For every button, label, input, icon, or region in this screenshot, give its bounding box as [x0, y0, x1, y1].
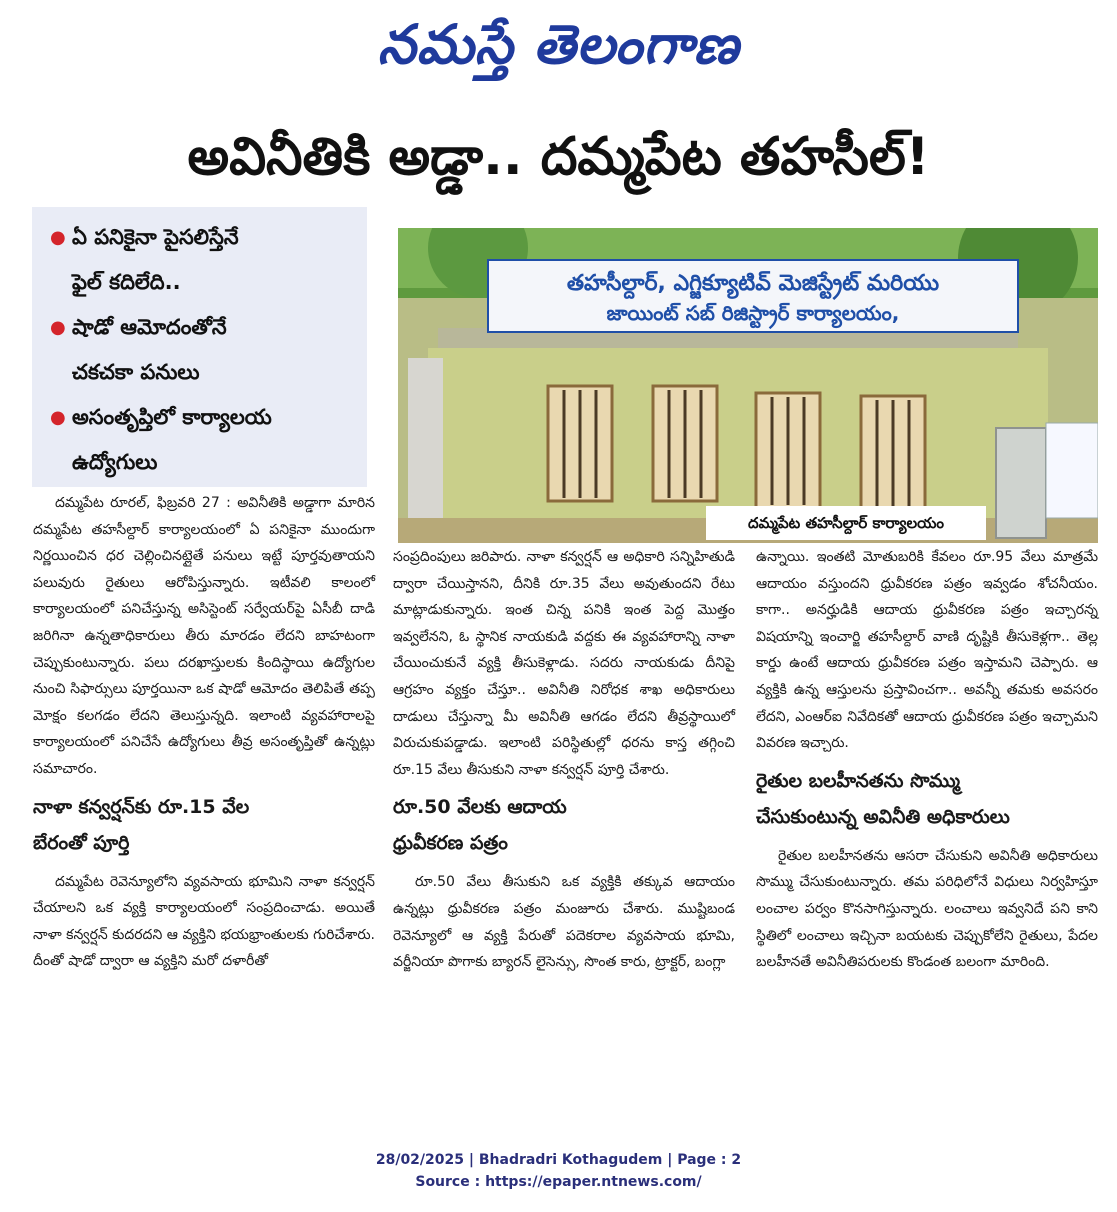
highlights-box [32, 207, 367, 487]
highlight-line: అసంతృప్తిలో కార్యాలయ [72, 405, 272, 429]
office-sign-line2: జాయింట్‌ సబ్‌ రిజిస్ట్రార్‌ కార్యాలయం, [606, 301, 900, 325]
subheading-line: చేసుకుంటున్న అవినీతి అధికారులు [756, 805, 1010, 828]
article-paragraph: దమ్మపేట రెవెన్యూలోని వ్యవసాయ భూమిని నాళా కన్వర్షన్‌ చేయాలని ఒక వ్యక్తి కార్యాలయంలో సంప్రదించాడు. అయితే నాళా కన్వర్షన్‌ కుదరదని ఆ వ్యక్తిని భయభ్రాంతులకు గురిచేశారు. దీంతో షాడో ద్వారా ఆ వ్యక్తిని మరో దళారీతో [33, 873, 375, 970]
highlight-line: ఫైల్‌ కదిలేది.. [72, 270, 181, 294]
subheading-line: ధ్రువీకరణ పత్రం [393, 832, 508, 855]
subheading [756, 763, 1098, 835]
highlight-line: చకచకా పనులు [72, 360, 200, 384]
office-building-illustration [398, 228, 1098, 543]
bullet-dot-icon: ● [50, 317, 66, 338]
highlight-line: ఏ పనికైనా పైసలిస్తేనే [72, 225, 239, 249]
article-paragraph: రైతుల బలహీనతను ఆసరా చేసుకుని అవినీతి అధికారులు సొమ్ము చేసుకుంటున్నారు. తమ పరిధిలోనే విధులు నిర్వహిస్తూ లంచాల పర్వం కొనసాగిస్తున్నారు. లంచాలు ఇవ్వనిదే పని కాని స్థితిలో లంచాలు ఇచ్చినా బయటకు చెప్పుకోలేని రైతులు, పేదల బలహీనతే అవినీతిపరులకు కొండంత బలంగా మారింది. [756, 847, 1098, 971]
article-column-2 [393, 544, 735, 976]
article-paragraph: ఉన్నాయి. ఇంతటి మోతుబరికి కేవలం రూ.95 వేలు మాత్రమే ఆదాయం వస్తుందని ధ్రువీకరణ పత్రం ఇవ్వడం శోచనీయం. కాగా.. అనర్హుడికి ఆదాయ ధ్రువీకరణ పత్రం ఇచ్చారన్న విషయాన్ని ఇంచార్జి తహసీల్దార్‌ వాణి దృష్టికి తీసుకెళ్లగా.. తెల్ల కార్డు ఉంటే ఆదాయ ధ్రువీకరణ పత్రం ఇస్తామని చెప్పారు. ఆ వ్యక్తికి ఉన్న ఆస్తులను ప్రస్తావించగా.. అవన్నీ తమకు అవసరం లేదని, ఎంఆర్‌ఐ నివేదికతో ఆదాయ ధ్రువీకరణ పత్రం ఇచ్చామని వివరణ ఇచ్చారు. [756, 549, 1098, 752]
highlight-item [50, 215, 357, 305]
subheading-line: రైతుల బలహీనతను సొమ్ము [756, 769, 961, 792]
bullet-dot-icon: ● [50, 407, 66, 428]
article-paragraph: సంప్రదింపులు జరిపారు. నాళా కన్వర్షన్‌ ఆ అధికారి సన్నిహితుడి ద్వారా చేయిస్తానని, దీనికి రూ.35 వేలు అవుతుందని రేటు మాట్లాడుకున్నారు. ఇంత చిన్న పనికి ఇంత పెద్ద మొత్తం ఇవ్వలేనని, ఓ స్థానిక నాయకుడి వద్దకు ఈ వ్యవహారాన్ని నాళా చేయించుకునే వ్యక్తి తీసుకెళ్లాడు. సదరు నాయకుడు దీనిపై ఆగ్రహం వ్యక్తం చేస్తూ.. అవినీతి నిరోధక శాఖ అధికారులు దాడులు చేస్తున్నా మీ అవినీతి ఆగడం లేదని తీవ్రస్థాయిలో విరుచుకుపడ్డాడు. ఇలాంటి పరిస్థితుల్లో ధరను కాస్త తగ్గించి రూ.15 వేలు తీసుకుని నాళా కన్వర్షన్‌ పూర్తి చేశారు. [393, 549, 735, 778]
footer-date-edition: 28/02/2025 | Bhadradri Kothagudem | Page : 2 [375, 1152, 742, 1168]
subheading-line: రూ.50 వేలకు ఆదాయ [393, 796, 567, 819]
subheading-line: బేరంతో పూర్తి [33, 831, 130, 854]
office-sign-line1: తహసీల్దార్‌, ఎగ్జిక్యూటివ్‌ మెజిస్ట్రేట్‌ మరియు [566, 271, 940, 296]
subheading-line: నాళా కన్వర్షన్‌కు రూ.15 వేల [33, 795, 250, 818]
highlight-line: ఉద్యోగులు [72, 450, 158, 474]
subheading [393, 789, 735, 861]
article-paragraph: రూ.50 వేలు తీసుకుని ఒక వ్యక్తికి తక్కువ ఆదాయం ఉన్నట్లు ధ్రువీకరణ పత్రం మంజూరు చేశారు. ముష్టిబండ రెవెన్యూలో ఆ వ్యక్తి పేరుతో పదెకరాల వ్యవసాయ భూమి, వర్జీనియా పొగాకు బ్యారన్‌ లైసెన్సు, సొంత కారు, ట్రాక్టర్‌, బంగ్లా [393, 874, 735, 971]
footer-source-link[interactable]: Source : https://epaper.ntnews.com/ [415, 1174, 702, 1190]
article-column-1 [33, 490, 375, 975]
article-headline: అవినీతికి అడ్డా.. దమ్మపేట తహసీల్‌! [187, 127, 930, 187]
article-paragraph: దమ్మపేట రూరల్‌, ఫిబ్రవరి 27 : అవినీతికి అడ్డాగా మారిన దమ్మపేట తహసీల్దార్‌ కార్యాలయంలో ఏ పనికైనా ముందుగా నిర్ణయించిన ధర చెల్లించినట్లైతే పనులు ఇట్టే పూర్తవుతాయని పలువురు రైతులు ఆరోపిస్తున్నారు. ఇటీవలి కాలంలో కార్యాలయంలో పనిచేస్తున్న అసిస్టెంట్‌ సర్వేయర్‌పై ఏసీబీ దాడి జరిగినా ఉన్నతాధికారులు తీరు మారడం లేదని బాహటంగా చెప్పుకుంటున్నారు. పలు దరఖాస్తులకు కిందిస్థాయి ఉద్యోగుల నుంచి సిఫార్సులు పూర్తయినా ఒక షాడో ఆమోదం తెలిపితే తప్ప మోక్షం కలగడం లేదని తెలుస్తున్నది. ఇలాంటి వ్యవహారాలపై కార్యాలయంలో పనిచేసే ఉద్యోగులు తీవ్ర అసంతృప్తితో ఉన్నట్లు సమాచారం. [33, 495, 375, 777]
highlight-line: షాడో ఆమోదంతోనే [72, 315, 227, 339]
newspaper-masthead: నమస్తే తెలంగాణ [377, 12, 740, 76]
highlight-item [50, 305, 357, 395]
bullet-dot-icon: ● [50, 227, 66, 248]
subheading [33, 789, 375, 861]
photo-caption: దమ్మపేట తహసీల్దార్‌ కార్యాలయం [706, 506, 986, 540]
article-column-3 [756, 544, 1098, 976]
office-photo [398, 228, 1098, 543]
highlight-item [50, 395, 357, 485]
